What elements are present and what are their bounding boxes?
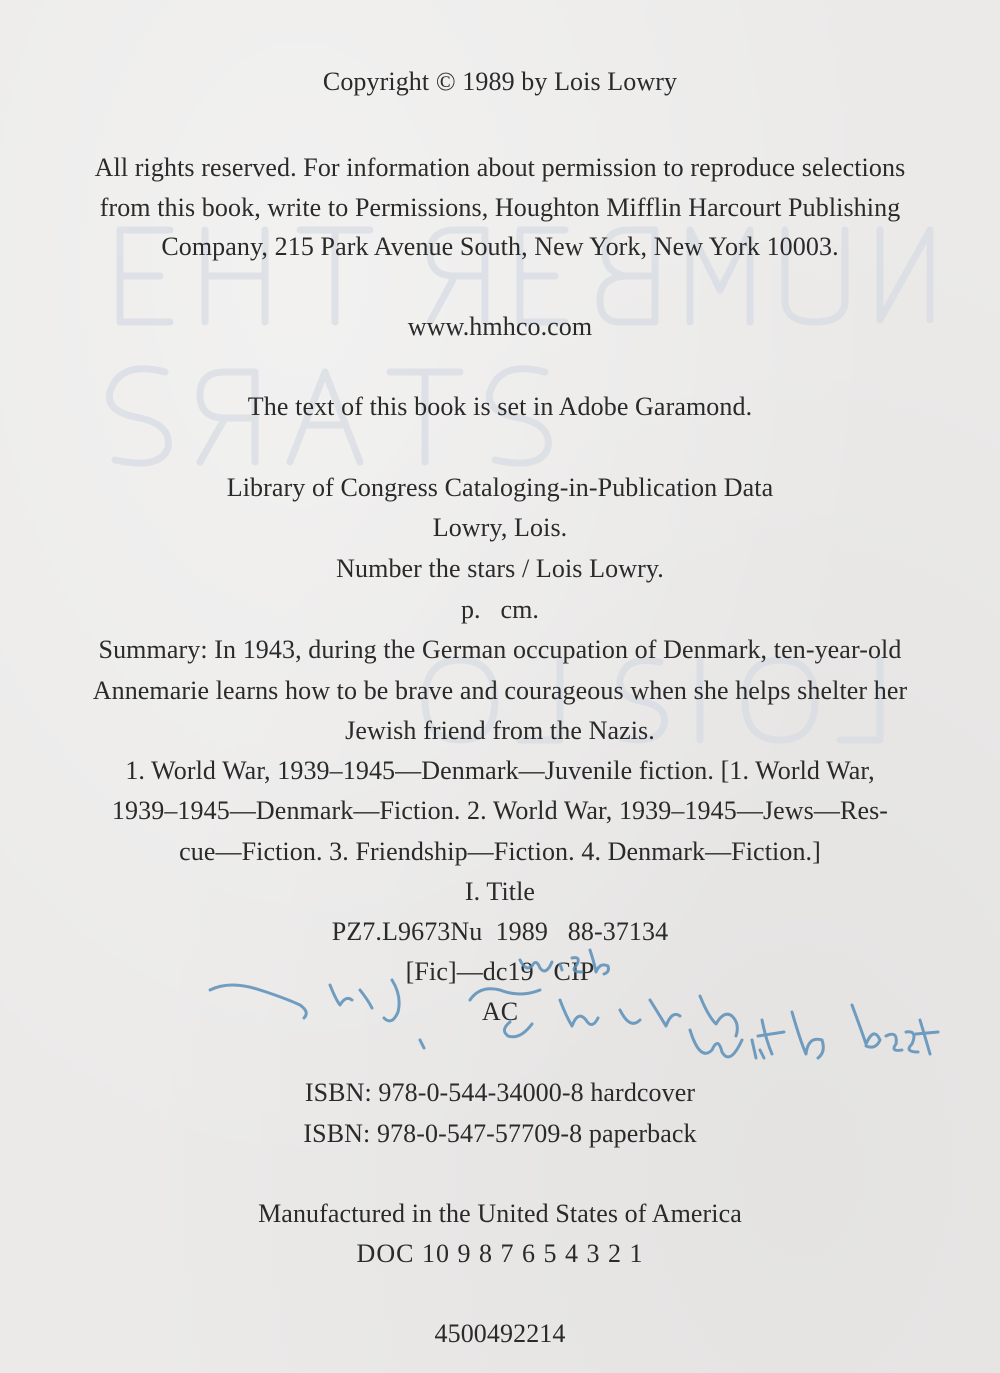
- rights-line-3: Company, 215 Park Avenue South, New York, New York 10003.: [161, 232, 839, 261]
- rights-line-1: All rights reserved. For information about permission to reproduce selections: [94, 153, 906, 182]
- typeface-note: The text of this book is set in Adobe Garamond.: [247, 392, 753, 421]
- cip-title-entry: I. Title: [464, 877, 536, 906]
- cip-author: Lowry, Lois.: [432, 513, 568, 542]
- cip-heading: Library of Congress Cataloging-in-Publication Data: [226, 473, 774, 502]
- cip-summary-line-3: Jewish friend from the Nazis.: [345, 716, 655, 745]
- cip-subjects-line-3: cue—Fiction. 3. Friendship—Fiction. 4. Denmark—Fiction.]: [179, 837, 821, 866]
- print-code: 4500492214: [434, 1319, 566, 1348]
- isbn-hardcover: ISBN: 978-0-544-34000-8 hardcover: [304, 1078, 696, 1107]
- cip-pages: p. cm.: [460, 595, 540, 624]
- website-link: www.hmhco.com: [407, 312, 593, 341]
- manufactured-line: Manufactured in the United States of America: [258, 1199, 742, 1228]
- rights-line-2: from this book, write to Permissions, Houghton Mifflin Harcourt Publishing: [99, 193, 901, 222]
- copyright-line: Copyright © 1989 by Lois Lowry: [322, 67, 678, 96]
- cip-subjects-line-2: 1939–1945—Denmark—Fiction. 2. World War, 1939–1945—Jews—Res-: [111, 796, 889, 825]
- printing-line: DOC 10 9 8 7 6 5 4 3 2 1: [356, 1239, 644, 1268]
- cip-title-line: Number the stars / Lois Lowry.: [336, 554, 664, 583]
- cip-call-number: PZ7.L9673Nu 1989 88-37134: [331, 917, 669, 946]
- cip-ac: AC: [481, 997, 519, 1026]
- cip-summary-line-2: Annemarie learns how to be brave and courageous when she helps shelter her: [92, 676, 908, 705]
- isbn-paperback: ISBN: 978-0-547-57709-8 paperback: [303, 1119, 697, 1148]
- cip-subjects-line-1: 1. World War, 1939–1945—Denmark—Juvenile fiction. [1. World War,: [125, 756, 875, 785]
- cip-summary-line-1: Summary: In 1943, during the German occupation of Denmark, ten-year-old: [98, 635, 902, 664]
- cip-classification: [Fic]—dc19 CIP: [405, 957, 595, 986]
